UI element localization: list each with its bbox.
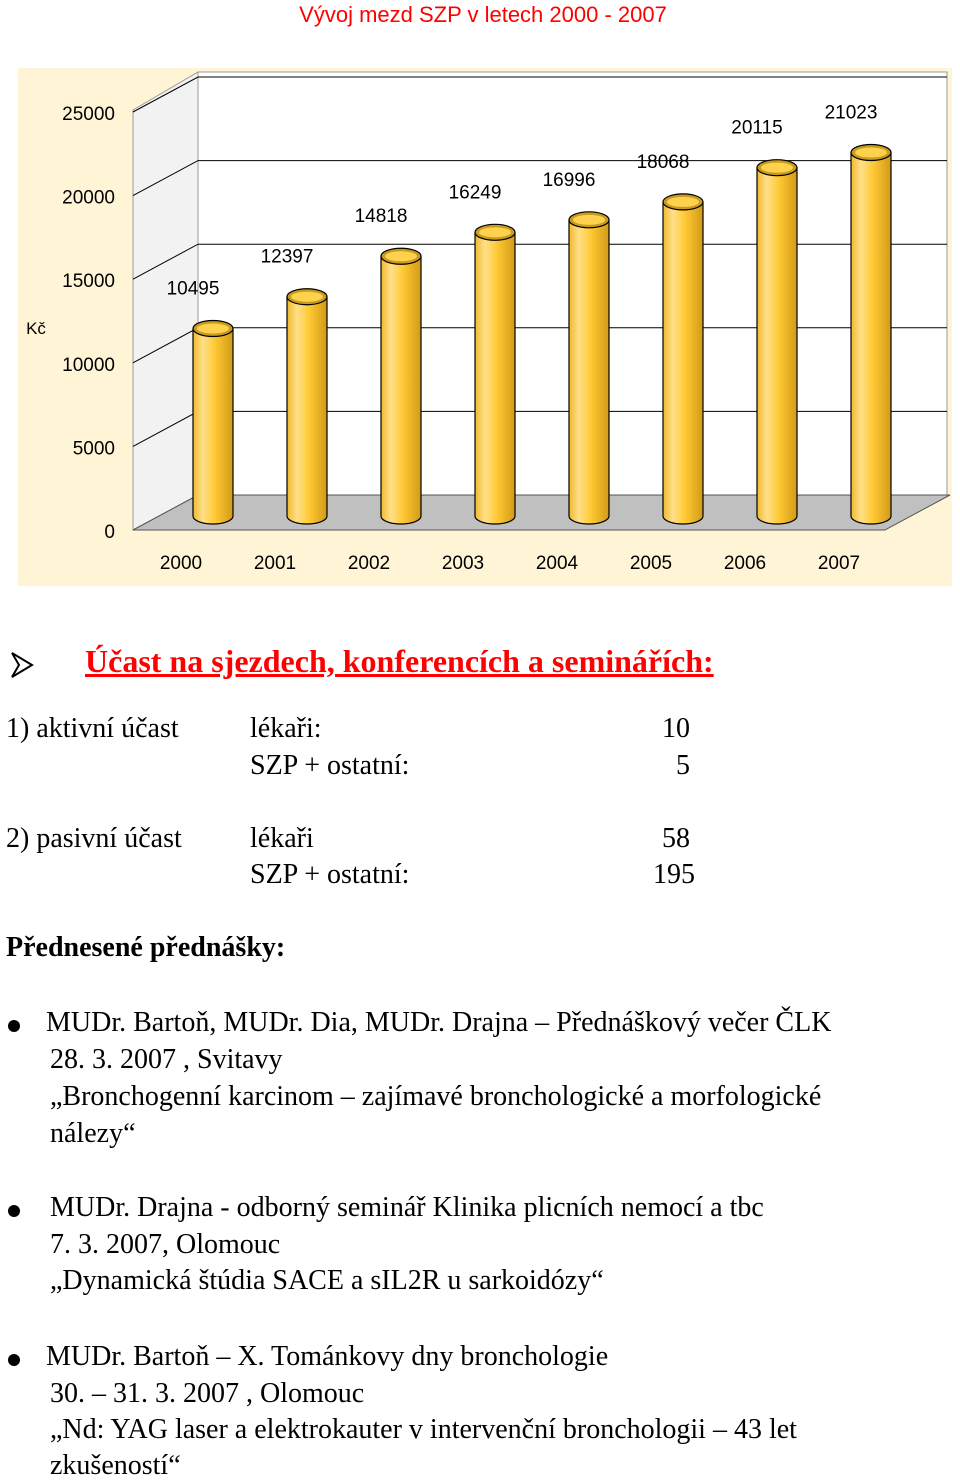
data-label: 12397 [260,246,314,268]
bar-top-highlight [479,227,511,237]
bar-top-highlight [385,251,417,261]
bullet-icon [8,1020,20,1032]
data-label: 20115 [731,117,783,139]
y-tick-label: 0 [104,522,115,543]
y-tick-label: 5000 [72,438,115,460]
chart-title: Vývoj mezd SZP v letech 2000 - 2007 [299,2,667,27]
bar-top-highlight [197,324,229,334]
passive-other-value: 195 [653,859,695,890]
section-heading [0,640,960,690]
arrow-right-icon [8,650,36,680]
bar [381,256,421,524]
lecture-2-date: 7. 3. 2007, Olomouc [50,1229,281,1260]
bar [757,168,797,524]
data-label: 16996 [542,169,596,191]
lecture-3-title: „Nd: YAG laser a elektrokauter v intervenční bronchologii – 43 let [50,1414,797,1445]
active-doctors-label: lékaři: [250,713,322,744]
bar [663,202,703,524]
passive-label: 2) pasivní účast [6,823,182,854]
active-label: 1) aktivní účast [6,713,179,744]
x-tick-label: 2003 [441,553,485,574]
data-label: 14818 [354,206,408,228]
bar-top-highlight [573,215,605,225]
y-axis-label: Kč [26,319,46,338]
bar-top-highlight [855,147,887,157]
lecture-2-title: „Dynamická štúdia SACE a sIL2R u sarkoidózy“ [50,1265,604,1296]
x-tick-label: 2007 [817,553,861,574]
bullet-icon [8,1205,20,1217]
y-tick-label: 20000 [62,187,115,209]
data-label: 21023 [824,102,878,124]
x-tick-label: 2006 [723,553,767,574]
y-tick-label: 10000 [62,354,115,376]
lecture-2-authors: MUDr. Drajna - odborný seminář Klinika plicních nemocí a tbc [50,1192,764,1223]
active-other-value: 5 [676,750,690,781]
x-tick-label: 2005 [629,553,673,574]
y-tick-label: 25000 [62,104,115,125]
bar [193,329,233,524]
y-tick-label: 15000 [62,271,115,293]
passive-doctors-value: 58 [662,823,690,854]
x-tick-label: 2002 [347,553,391,574]
bar-top-highlight [291,292,323,302]
bullet-icon [8,1354,20,1366]
bar-chart [0,0,960,600]
bar [287,297,327,524]
lecture-1-title-cont: nálezy“ [50,1118,136,1149]
bar-top-highlight [667,197,699,207]
lecture-3-title-cont: zkušeností“ [50,1450,181,1481]
lecture-3-authors: MUDr. Bartoň – X. Tománkovy dny bronchologie [46,1341,609,1372]
bar [851,152,891,524]
lecture-1-authors: MUDr. Bartoň, MUDr. Dia, MUDr. Drajna – Přednáškový večer ČLK [46,1007,832,1038]
bar [475,232,515,524]
active-doctors-value: 10 [662,713,690,744]
bar [569,220,609,524]
lecture-3-date: 30. – 31. 3. 2007 , Olomouc [50,1378,365,1409]
active-other-label: SZP + ostatní: [250,750,410,781]
lectures-heading: Přednesené přednášky: [6,932,286,963]
x-tick-label: 2004 [535,553,579,574]
data-label: 10495 [166,278,220,300]
data-label: 18068 [636,151,690,173]
x-tick-label: 2001 [253,553,297,574]
chart-floor [133,495,950,530]
lecture-1-date: 28. 3. 2007 , Svitavy [50,1044,283,1075]
data-label: 16249 [448,182,502,204]
x-tick-label: 2000 [159,553,203,574]
lecture-1-title: „Bronchogenní karcinom – zajímavé bronchologické a morfologické [50,1081,822,1112]
passive-other-label: SZP + ostatní: [250,859,410,890]
section-title: Účast na sjezdech, konferencích a seminářích: [85,643,714,679]
bar-top-highlight [761,163,793,173]
passive-doctors-label: lékaři [250,823,314,854]
chart-side-wall [133,72,198,530]
